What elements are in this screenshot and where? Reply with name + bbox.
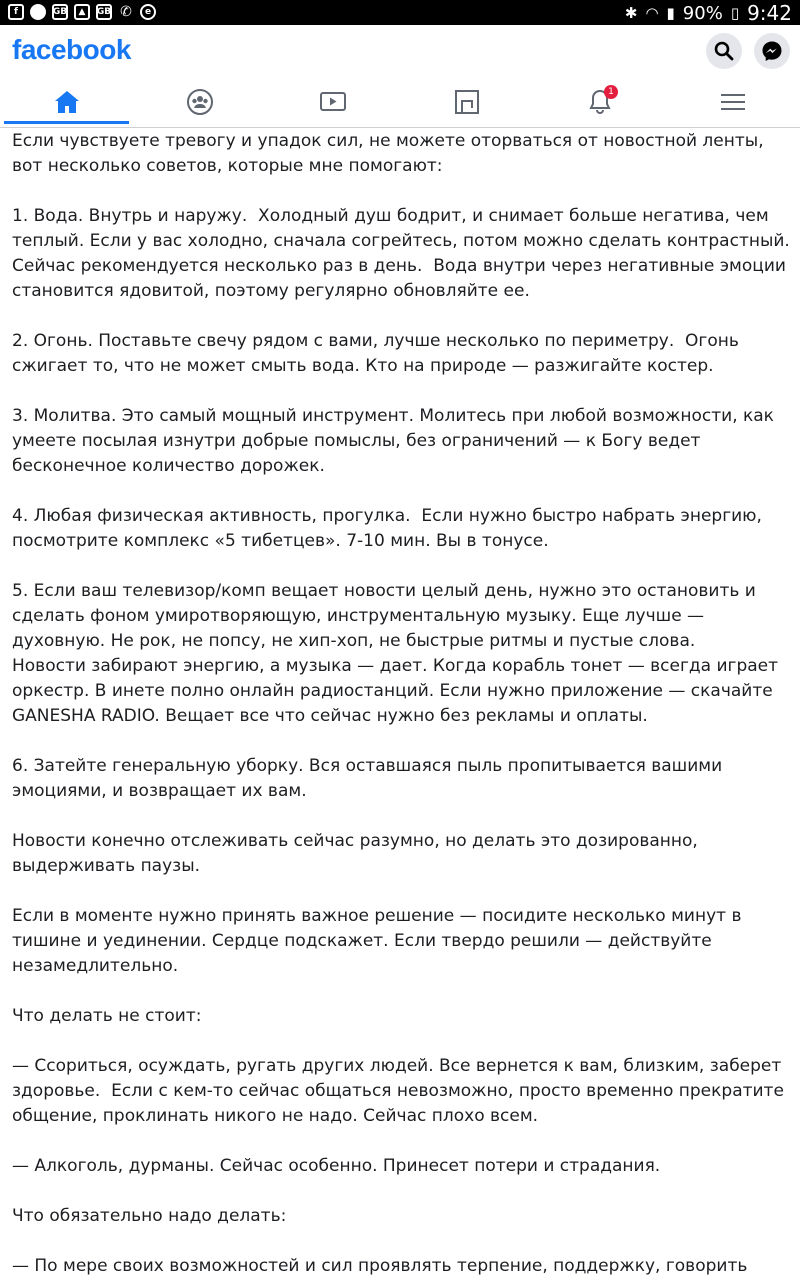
post-paragraph: Если чувствуете тревогу и упадок сил, не можете оторваться от новостной ленты, вот несколько советов, которые мне помогают: (12, 131, 764, 176)
post-paragraph: — По мере своих возможностей и сил проявлять терпение, поддержку, говорить (12, 1256, 748, 1276)
clock: 9:42 (747, 1, 792, 25)
search-button[interactable] (706, 33, 742, 69)
cloud-icon (30, 4, 46, 20)
post-paragraph: Новости конечно отслеживать сейчас разумно, но делать это дозированно, выдерживать паузы. (12, 831, 698, 876)
e-icon: e (140, 4, 156, 20)
post-paragraph: 3. Молитва. Это самый мощный инструмент. Молитесь при любой возможности, как умеете посылая изнутри добрые помыслы, без ограничений — к Богу ведет бесконечное количество дорожек. (12, 406, 774, 476)
status-left-icons (8, 4, 156, 20)
post-paragraph: 2. Огонь. Поставьте свечу рядом с вами, лучше несколько по периметру. Огонь сжигает то, что не может смыть вода. Кто на природе — разжигайте костер. (12, 331, 739, 376)
battery-percent: 90% (682, 2, 723, 24)
tab-watch[interactable] (267, 77, 400, 127)
status-right (625, 1, 792, 25)
facebook-notification-icon: f (8, 4, 24, 20)
search-icon (714, 41, 734, 61)
tab-notifications[interactable] (533, 77, 666, 127)
battery-icon: ▯ (730, 4, 740, 22)
notification-badge: 1 (604, 85, 618, 99)
tab-groups[interactable] (133, 77, 266, 127)
post-paragraph: — Ссориться, осуждать, ругать других людей. Все вернется к вам, близким, заберет здоровье. Если с кем-то сейчас общаться невозможно, просто временно прекратите общение, проклинать никого не надо. Сейчас плохо всем. (12, 1056, 784, 1126)
post-paragraph: 6. Затейте генеральную уборку. Вся оставшаяся пыль пропитывается вашими эмоциями, и возвращает их вам. (12, 756, 723, 801)
gb-icon: GB (52, 4, 68, 20)
status-bar (0, 0, 800, 25)
hamburger-icon (720, 92, 746, 112)
wifi-icon: ◠ (645, 4, 659, 22)
post-paragraph: Что обязательно надо делать: (12, 1206, 287, 1226)
app-header (0, 25, 800, 128)
messenger-button[interactable] (754, 33, 790, 69)
marketplace-icon (454, 89, 480, 115)
post-paragraph: 5. Если ваш телевизор/комп вещает новости целый день, нужно это остановить и сделать фоном умиротворяющую, инструментальную музыку. Еще лучше — духовную. Не рок, не попсу, не хип-хоп, не быстрые ритмы и пустые слова. Новости забирают энергию, а музыка — дает. Когда корабль тонет — всегда играет оркестр. В инете полно онлайн радиостанций. Если нужно приложение — скачайте GANESHA RADIO. Вещает все что сейчас нужно без рекламы и оплаты. (12, 581, 779, 726)
signal-icon: ▮ (666, 4, 675, 22)
tab-bar (0, 77, 800, 127)
home-icon (54, 90, 80, 114)
post-paragraph: — Алкоголь, дурманы. Сейчас особенно. Принесет потери и страдания. (12, 1156, 661, 1176)
groups-icon (186, 88, 214, 116)
post-body (12, 129, 792, 1279)
tab-menu[interactable] (667, 77, 800, 127)
messenger-icon (761, 40, 783, 62)
post-paragraph: 4. Любая физическая активность, прогулка. Если нужно быстро набрать энергию, посмотрите комплекс «5 тибетцев». 7-10 мин. Вы в тонусе. (12, 506, 762, 551)
post-paragraph: Что делать не стоит: (12, 1006, 202, 1026)
post-paragraph: 1. Вода. Внутрь и наружу. Холодный душ бодрит, и снимает больше негатива, чем теплый. Если у вас холодно, сначала согрейтесь, потом можно сделать контрастный. Сейчас рекомендуется несколько раз в день. Вода внутри через негативные эмоции становится ядовитой, поэтому регулярно обновляйте ее. (12, 206, 790, 301)
post-paragraph: Если в моменте нужно принять важное решение — посидите несколько минут в тишине и уединении. Сердце подскажет. Если твердо решили — действуйте незамедлительно. (12, 906, 742, 976)
tab-home[interactable] (0, 77, 133, 127)
bluetooth-icon: ✱ (624, 4, 638, 22)
wifi-call-icon: ✆ (120, 4, 132, 20)
image-icon: ▲ (74, 4, 90, 20)
tab-marketplace[interactable] (400, 77, 533, 127)
gb-icon-2: GB (96, 4, 112, 20)
facebook-logo[interactable]: facebook (12, 34, 131, 65)
video-icon (319, 90, 347, 114)
